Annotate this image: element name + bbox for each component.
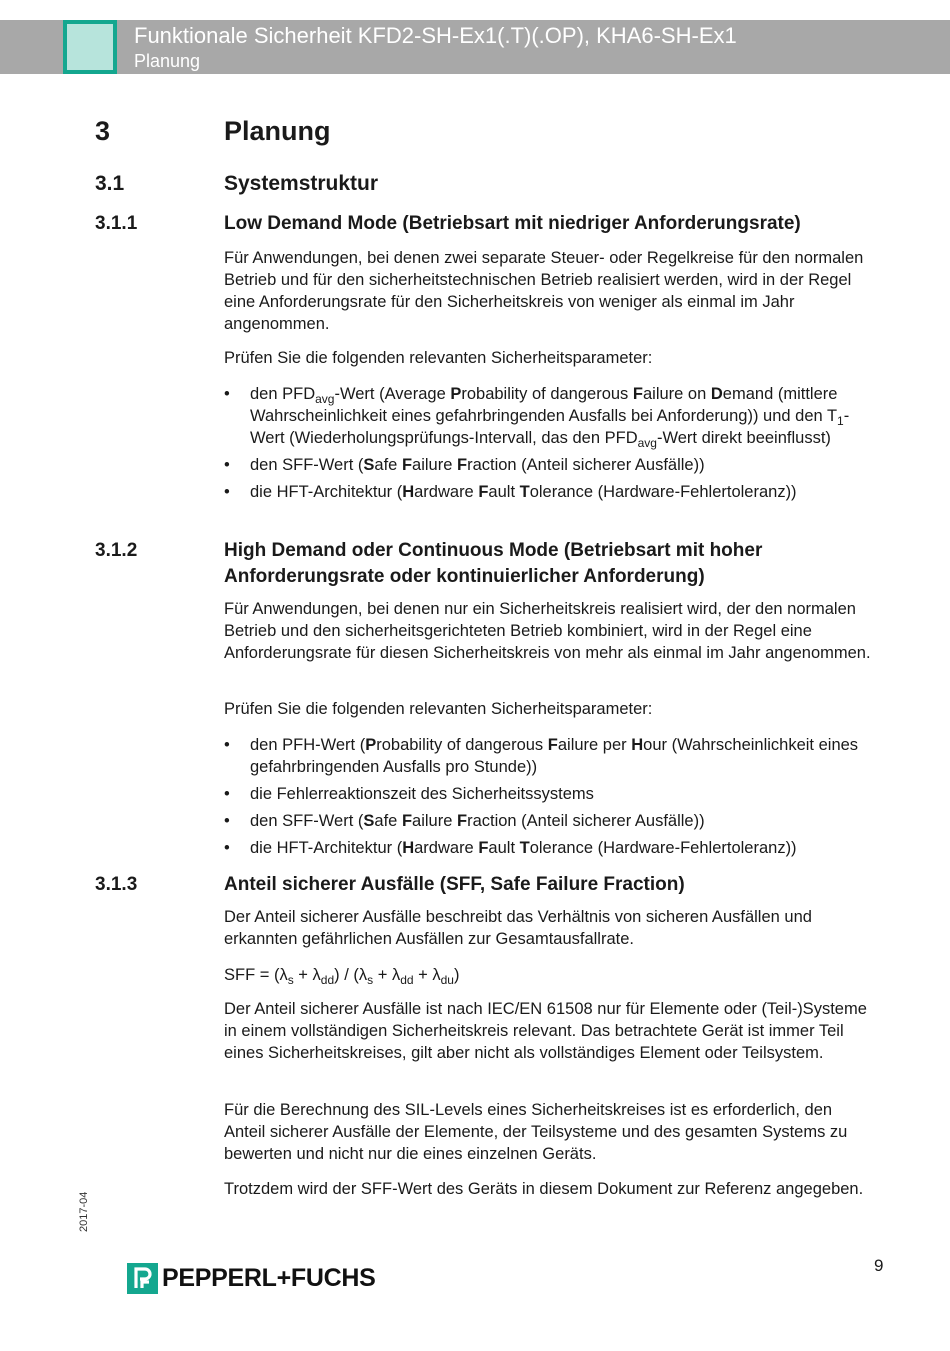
subsection-313-number: 3.1.3 <box>95 874 138 895</box>
subsection-312-paragraph-1: Für Anwendungen, bei denen nur ein Sicherheitskreis realisiert wird, der den normalen Betrieb und den sicherheitsgerichteten Betrieb kombiniert, wird in der Regel eine Anforderungsrate für diesen Sicherheitskreis von mehr als einmal im Jahr angenommen. <box>224 600 871 662</box>
bullet-pfd-avg: • den $PFD_{avg}$-Wert (Average Probability of dangerous Failure on Demand (mittlere Wahrscheinlichkeit eines gefahrbringenden Ausfalls bei Anforderung)) und den $T_1$-Wert (Wiederholungsprüfungs-Intervall, das den $PFD_{avg}$-Wert direkt beeinflusst) <box>224 383 874 449</box>
pepperl-fuchs-logo <box>127 1262 376 1294</box>
pf-logo-icon <box>127 1263 158 1294</box>
sff-formula: SFF = $(\lambda_s + \lambda_{dd}) / (\lambda_s + \lambda_{dd} + \lambda_{du})$ <box>224 966 460 987</box>
bullet-sff: • den SFF-Wert (Safe Failure Fraction (Anteil sicherer Ausfälle)) <box>224 454 874 476</box>
subsection-312-number: 3.1.2 <box>95 540 138 561</box>
subsection-311-number: 3.1.1 <box>95 213 138 234</box>
subsection-313-paragraph-3: Für die Berechnung des SIL-Levels eines Sicherheitskreises ist es erforderlich, den Anteil sicherer Ausfälle der Elemente, der Teilsysteme und des gesamten Systems zu bewerten und nicht nur die eines einzelnen Geräts. <box>224 1101 848 1163</box>
edition-date: 2017-04 <box>78 1191 90 1232</box>
header-band <box>0 20 950 74</box>
pf-glyph-icon <box>132 1266 154 1290</box>
subsection-313-paragraph-4: Trotzdem wird der SFF-Wert des Geräts in diesem Dokument zur Referenz angegeben. <box>224 1180 864 1198</box>
subsection-311-paragraph-2: Prüfen Sie die folgenden relevanten Sicherheitsparameter: <box>224 349 653 367</box>
chapter-title: Planung <box>224 116 331 146</box>
subsection-313-title: Anteil sicherer Ausfälle (SFF, Safe Failure Fraction) <box>224 874 685 895</box>
document-title: Funktionale Sicherheit KFD2-SH-Ex1(.T)(.OP), KHA6-SH-Ex1 <box>134 23 737 48</box>
subsection-313-paragraph-2: Der Anteil sicherer Ausfälle ist nach IEC/EN 61508 nur für Elemente oder (Teil-)Systeme in einem vollständigen Sicherheitskreis relevant. Das betrachtete Gerät ist immer Teil eines Sicherheitskreises, gilt aber nicht als vollständiges Element oder Teilsystem. <box>224 1000 867 1062</box>
subsection-311-title: Low Demand Mode (Betriebsart mit niedriger Anforderungsrate) <box>224 213 801 234</box>
chapter-number: 3 <box>95 116 111 146</box>
section-number: 3.1 <box>95 172 125 195</box>
bullet-sff: • den SFF-Wert (Safe Failure Fraction (Anteil sicherer Ausfälle)) <box>224 810 874 832</box>
header-logo-square <box>63 20 117 74</box>
bullet-hft: • die HFT-Architektur (Hardware Fault Tolerance (Hardware-Fehlertoleranz)) <box>224 481 874 503</box>
bullet-hft: • die HFT-Architektur (Hardware Fault Tolerance (Hardware-Fehlertoleranz)) <box>224 837 874 859</box>
section-title: Systemstruktur <box>224 172 379 195</box>
subsection-312-paragraph-2: Prüfen Sie die folgenden relevanten Sicherheitsparameter: <box>224 700 653 718</box>
bullet-reaction-time: • die Fehlerreaktionszeit des Sicherheitssystems <box>224 783 874 805</box>
subsection-312-bullet-list <box>224 734 874 864</box>
page-number: 9 <box>874 1256 884 1275</box>
brand-name: PEPPERL+FUCHS <box>162 1263 376 1292</box>
subsection-311-paragraph-1: Für Anwendungen, bei denen zwei separate Steuer- oder Regelkreise für den normalen Betrieb und für den sicherheitstechnischen Betrieb realisiert werden, wird in der Regel eine Anforderungsrate für den Sicherheitskreis von weniger als einmal im Jahr angenommen. <box>224 249 864 333</box>
subsection-312-title: High Demand oder Continuous Mode (Betriebsart mit hoher Anforderungsrate oder kontinuierlicher Anforderung) <box>224 540 763 587</box>
subsection-313-paragraph-1: Der Anteil sicherer Ausfälle beschreibt das Verhältnis von sicheren Ausfällen und erkannten gefährlichen Ausfällen zur Gesamtausfallrate. <box>224 908 812 948</box>
subsection-311-bullet-list <box>224 383 874 508</box>
document-subtitle: Planung <box>134 51 201 71</box>
bullet-pfh: • den PFH-Wert (Probability of dangerous Failure per Hour (Wahrscheinlichkeit eines gefahrbringenden Ausfalls pro Stunde)) <box>224 734 874 778</box>
